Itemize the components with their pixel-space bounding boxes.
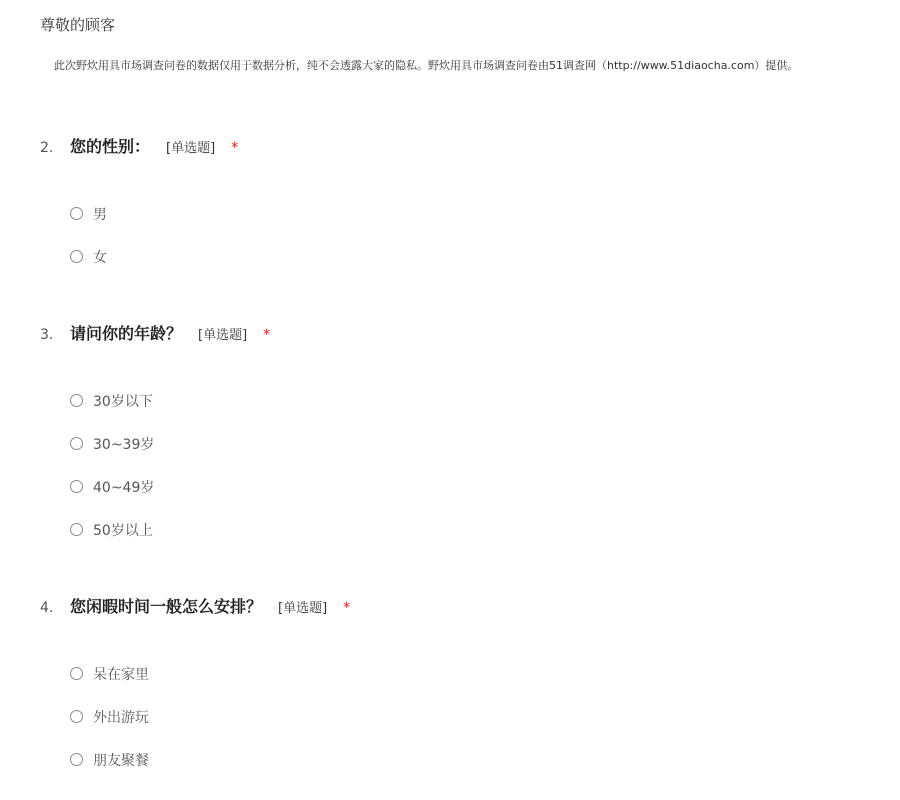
- question-number: 4.: [40, 600, 54, 616]
- option-label[interactable]: 50岁以上: [93, 522, 153, 539]
- radio-button[interactable]: [70, 207, 83, 220]
- option-label[interactable]: 30岁以下: [93, 393, 153, 410]
- option-label[interactable]: 40~49岁: [93, 479, 155, 496]
- radio-button[interactable]: [70, 710, 83, 723]
- question-title: 请问你的年龄？: [70, 324, 183, 343]
- option-label[interactable]: 朋友聚餐: [93, 752, 149, 769]
- option-list: [70, 379, 154, 551]
- question-gender: [40, 134, 860, 266]
- question-header: [40, 134, 860, 158]
- required-mark: *: [343, 600, 351, 616]
- radio-button[interactable]: [70, 394, 83, 407]
- question-type-label: [单选题]: [166, 141, 216, 156]
- option-under-30[interactable]: [70, 379, 154, 422]
- question-title: 您闲暇时间一般怎么安排？: [70, 597, 263, 616]
- radio-button[interactable]: [70, 480, 83, 493]
- radio-button[interactable]: [70, 250, 83, 263]
- required-mark: *: [263, 327, 271, 343]
- radio-button[interactable]: [70, 667, 83, 680]
- required-mark: *: [231, 140, 239, 156]
- option-label[interactable]: 男: [93, 206, 107, 223]
- option-male[interactable]: [70, 192, 107, 235]
- radio-button[interactable]: [70, 523, 83, 536]
- option-label[interactable]: 外出游玩: [93, 709, 149, 726]
- radio-button[interactable]: [70, 437, 83, 450]
- option-label[interactable]: 女: [93, 249, 107, 266]
- option-label[interactable]: 呆在家里: [93, 666, 149, 683]
- option-40-49[interactable]: [70, 465, 154, 508]
- question-type-label: [单选题]: [198, 328, 248, 343]
- question-type-label: [单选题]: [278, 601, 328, 616]
- option-30-39[interactable]: [70, 422, 154, 465]
- greeting-title: 尊敬的顾客: [40, 16, 116, 34]
- option-go-out[interactable]: [70, 695, 149, 738]
- radio-button[interactable]: [70, 753, 83, 766]
- option-list: [70, 192, 107, 278]
- option-list: [70, 652, 149, 781]
- question-header: [40, 594, 860, 618]
- option-label[interactable]: 30~39岁: [93, 436, 155, 453]
- survey-intro: 此次野炊用具市场调查问卷的数据仅用于数据分析，纯不会透露大家的隐私。野炊用具市场调查问卷由51调查网（http://www.51diaocha.com）提供。: [54, 59, 799, 72]
- option-stay-home[interactable]: [70, 652, 149, 695]
- question-header: [40, 321, 860, 345]
- question-number: 3.: [40, 327, 54, 343]
- question-leisure: [40, 594, 860, 769]
- question-age: [40, 321, 860, 539]
- question-number: 2.: [40, 140, 54, 156]
- option-female[interactable]: [70, 235, 107, 278]
- option-over-50[interactable]: [70, 508, 154, 551]
- option-dine-friends[interactable]: [70, 738, 149, 781]
- question-title: 您的性别：: [70, 137, 151, 156]
